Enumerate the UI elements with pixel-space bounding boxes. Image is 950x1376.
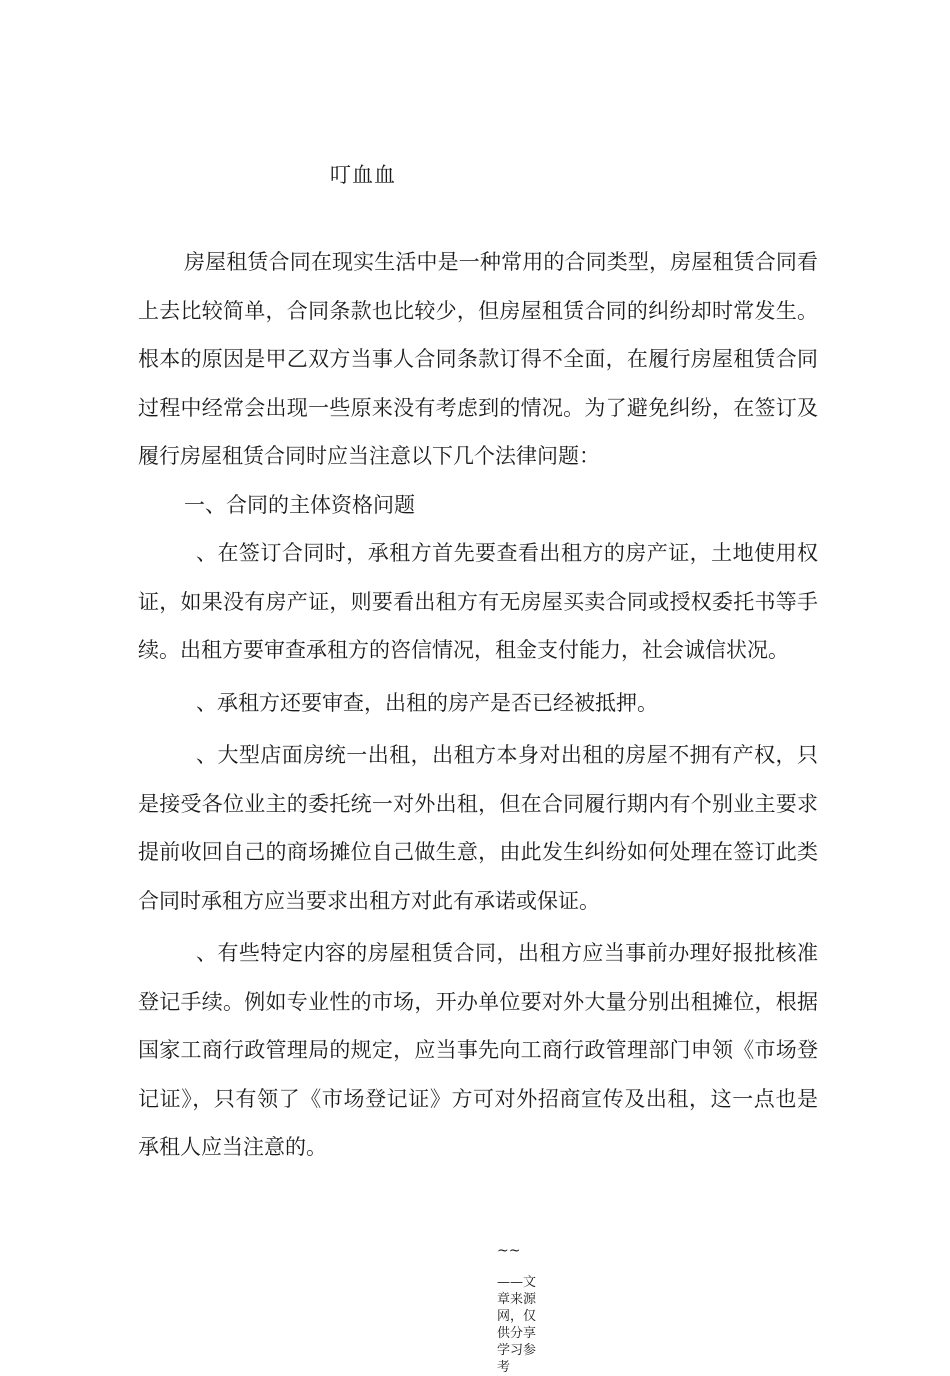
document-body bbox=[138, 238, 818, 1172]
footer-mark: ~~ bbox=[497, 1243, 521, 1259]
intro-paragraph: 房屋租赁合同在现实生活中是一种常用的合同类型，房屋租赁合同看上去比较简单，合同条款也比较少，但房屋租赁合同的纠纷却时常发生。根本的原因是甲乙双方当事人合同条款订得不全面，在履行房屋租赁合同过程中经常会出现一些原来没有考虑到的情况。为了避免纠纷，在签订及履行房屋租赁合同时应当注意以下几个法律问题： bbox=[138, 250, 818, 468]
clause-paragraph: 、在签订合同时，承租方首先要查看出租方的房产证，土地使用权证，如果没有房产证，则要看出租方有无房屋买卖合同或授权委托书等手续。出租方要审查承租方的咨信情况，租金支付能力，社会诚信状况。 bbox=[138, 541, 818, 662]
clause-paragraph: 、有些特定内容的房屋租赁合同，出租方应当事前办理好报批核准登记手续。例如专业性的市场，开办单位要对外大量分别出租摊位，根据国家工商行政管理局的规定，应当事先向工商行政管理部门申领《市场登记证》，只有领了《市场登记证》方可对外招商宣传及出租，这一点也是承租人应当注意的。 bbox=[138, 941, 818, 1159]
clause-paragraph: 、承租方还要审查，出租的房产是否已经被抵押。 bbox=[196, 690, 658, 715]
clause-paragraph: 、大型店面房统一出租，出租方本身对出租的房屋不拥有产权，只是接受各位业主的委托统一对外出租，但在合同履行期内有个别业主要求提前收回自己的商场摊位自己做生意，由此发生纠纷如何处理在签订此类合同时承租方应当要求出租方对此有承诺或保证。 bbox=[138, 743, 818, 913]
document-title: 叮血血 bbox=[330, 163, 396, 187]
footer-source-note: ——文章来源网，仅供分享学习参考 bbox=[497, 1275, 537, 1375]
section-heading: 一、合同的主体资格问题 bbox=[184, 492, 415, 517]
